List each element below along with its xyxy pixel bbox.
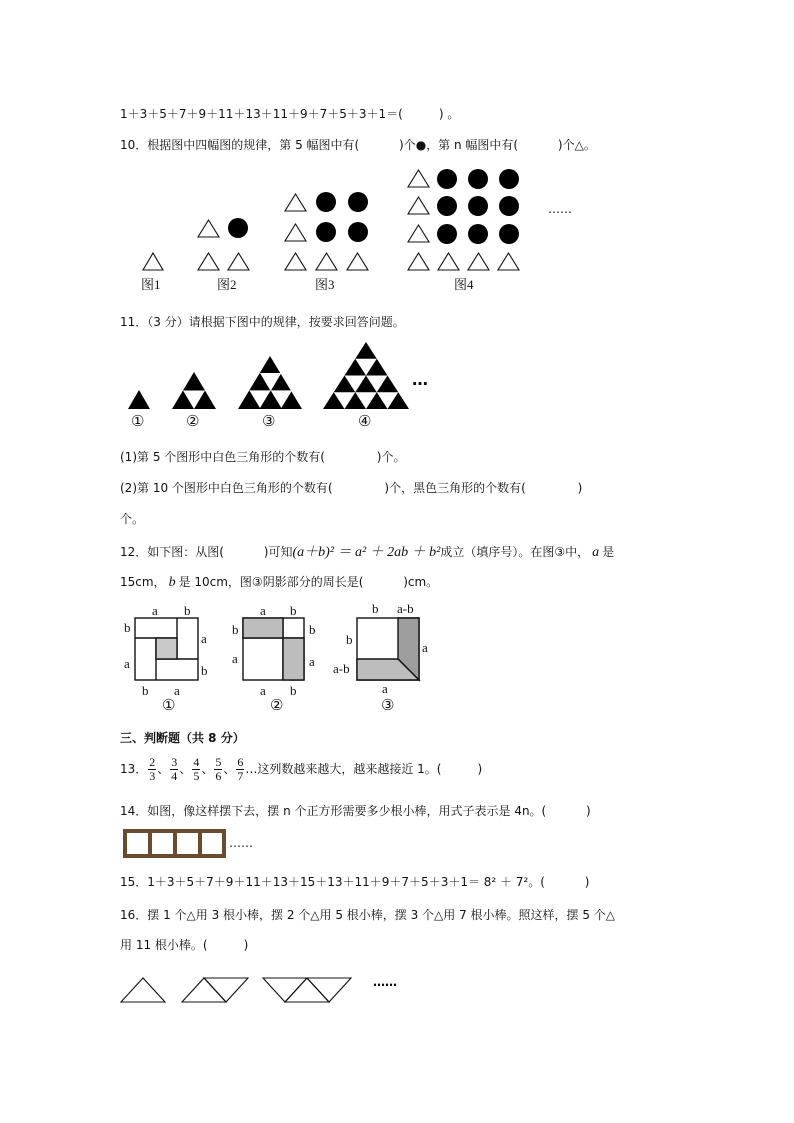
q12-is: 是 (602, 545, 615, 559)
q12-caption-3: ③ (381, 698, 395, 714)
section-3-title: 三、判断题（共 8 分） (120, 731, 245, 745)
question-16-line-2: 用 11 根小棒。( ) (120, 938, 249, 952)
f1-label-top-b: b (184, 603, 191, 618)
f1-label-left-a: a (124, 656, 130, 671)
f1-label-right-b: b (201, 663, 208, 678)
f2-label-bottom-a: a (260, 683, 266, 698)
f3-label-left-a-minus-b: a-b (333, 661, 350, 676)
question-10-text: 10．根据图中四幅图的规律，第 5 幅图中有( )个●，第 n 幅图中有( )个△。 (120, 138, 596, 152)
fraction-2: $\frac{3}{4}$ (171, 755, 178, 783)
q14-ellipsis: …… (229, 836, 253, 850)
q11-label-4: ④ (358, 414, 372, 430)
q16-ellipsis: …… (373, 975, 397, 989)
q12-caption-1: ① (162, 698, 176, 714)
question-15-text: 15．1＋3＋5＋7＋9＋11＋13＋15＋13＋11＋9＋7＋5＋3＋1＝ 8² ＋ 7²。( ) (120, 875, 590, 889)
f2-label-left-a: a (232, 651, 238, 666)
f2-label-right-b: b (309, 622, 316, 637)
q11-label-3: ③ (262, 414, 276, 430)
q12-b-variable: b (168, 575, 176, 590)
q11-label-2: ② (186, 414, 200, 430)
q11-label-1: ① (131, 414, 145, 430)
q12-caption-2: ② (270, 698, 284, 714)
q13-number: 13． (120, 762, 148, 776)
q11-ellipsis: … (412, 370, 428, 389)
f1-label-left-b: b (124, 620, 131, 635)
f1-label-bottom-b: b (142, 683, 149, 698)
q10-caption-2: 图2 (217, 277, 237, 292)
question-11-stem: 11．（3 分）请根据下图中的规律，按要求回答问题。 (120, 315, 405, 329)
f3-label-top-a-minus-b: a-b (397, 601, 414, 616)
f1-label-right-a: a (201, 631, 207, 646)
q12-formula: (a＋b)² ＝ a² ＋ 2ab ＋ b² (292, 545, 441, 560)
q11-sub-question-2-tail: 个。 (120, 512, 145, 526)
f2-label-bottom-b: b (290, 683, 297, 698)
f2-label-right-a: a (309, 654, 315, 669)
q10-caption-4: 图4 (454, 277, 474, 292)
q12-line2-b: 是 10cm，图③阴影部分的周长是( )cm。 (178, 575, 439, 589)
f1-label-bottom-a: a (174, 683, 180, 698)
fraction-1: $\frac{2}{3}$ (149, 755, 156, 783)
question-16-line-1: 16．摆 1 个△用 3 根小棒，摆 2 个△用 5 根小棒，摆 3 个△用 7 根小棒。照这样，摆 5 个△ (120, 908, 616, 922)
q11-sub-question-2: (2)第 10 个图形中白色三角形的个数有( )个，黑色三角形的个数有( ) (120, 481, 583, 495)
question-13: 13． $\frac{2}{3}$ 、 $\frac{3}{4}$ 、 $\frac{4}{5}$ 、 $\frac{5}{6}$ 、 $\frac{6}{7}$ …这列数越来越大，越来越接近 1。( ) (120, 755, 483, 783)
f3-label-bottom-a: a (382, 681, 388, 696)
f3-label-top-b: b (372, 601, 379, 616)
f1-label-top-a: a (152, 603, 158, 618)
q10-caption-1: 图1 (141, 277, 161, 292)
fraction-4: $\frac{5}{6}$ (215, 755, 222, 783)
f2-label-top-a: a (260, 603, 266, 618)
q13-tail: …这列数越来越大，越来越接近 1。( ) (245, 762, 483, 776)
question-14-text: 14．如图，像这样摆下去，摆 n 个正方形需要多少根小棒，用式子表示是 4n。( ) (120, 804, 591, 818)
q10-ellipsis: …… (548, 202, 572, 216)
f2-label-left-b: b (232, 622, 239, 637)
fraction-5: $\frac{6}{7}$ (237, 755, 244, 783)
q12-suffix: 成立（填序号）。在图③中， (440, 545, 590, 559)
q12-prefix: 12．如下图：从图( )可知 (120, 545, 293, 559)
q12-line2-a: 15cm， (120, 575, 166, 589)
question-9-text: 1＋3＋5＋7＋9＋11＋13＋11＋9＋7＋5＋3＋1＝( ) 。 (120, 107, 460, 121)
fraction-3: $\frac{4}{5}$ (193, 755, 200, 783)
q10-caption-3: 图3 (315, 277, 335, 292)
f2-label-top-b: b (290, 603, 297, 618)
f3-label-left-b: b (346, 632, 353, 647)
f3-label-right-a: a (422, 640, 428, 655)
q11-sub-question-1: (1)第 5 个图形中白色三角形的个数有( )个。 (120, 450, 406, 464)
q12-a-variable: a (592, 545, 600, 560)
